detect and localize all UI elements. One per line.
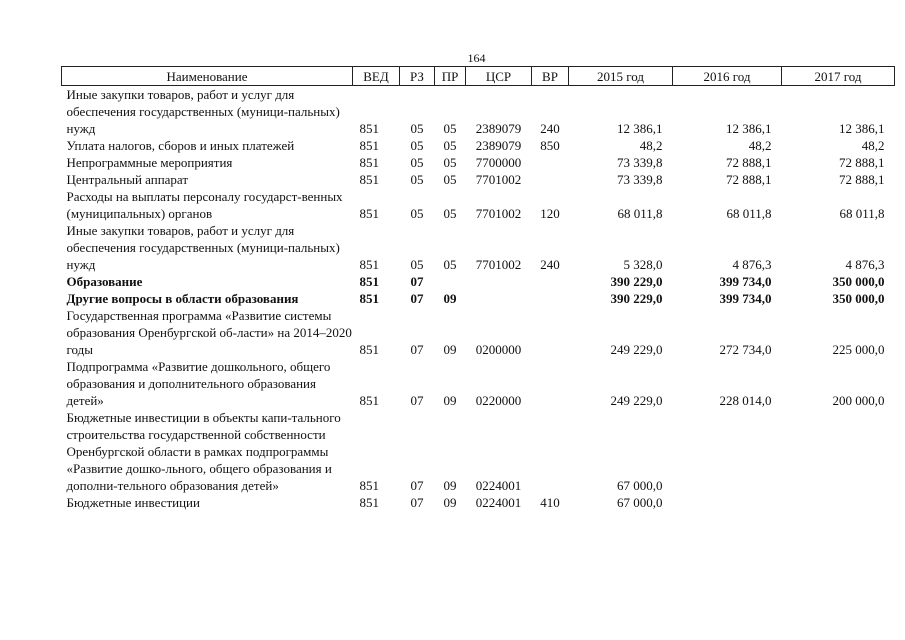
cell-name: Центральный аппарат bbox=[66, 172, 189, 187]
cell-vr: 850 bbox=[540, 138, 560, 153]
cell-name: Иные закупки товаров, работ и услуг для обеспечения государственных (муници-пальных) нужд bbox=[66, 223, 340, 272]
cell-2015: 48,2 bbox=[639, 138, 663, 153]
cell-pr: 09 bbox=[443, 478, 457, 493]
cell-rz: 07 bbox=[410, 478, 424, 493]
cell-pr: 05 bbox=[443, 155, 457, 170]
cell-name: Бюджетные инвестиции bbox=[66, 495, 200, 510]
cell-2016: 228 014,0 bbox=[719, 393, 772, 408]
table-row bbox=[62, 273, 895, 290]
table-row bbox=[62, 307, 895, 358]
table-row bbox=[62, 154, 895, 171]
cell-2017 bbox=[782, 409, 895, 494]
table-row bbox=[62, 188, 895, 222]
cell-csr: 0220000 bbox=[475, 393, 522, 408]
cell-vr bbox=[532, 154, 569, 171]
cell-2015: 67 000,0 bbox=[617, 478, 663, 493]
cell-ved: 851 bbox=[359, 155, 379, 170]
cell-ved: 851 bbox=[359, 478, 379, 493]
cell-2017: 72 888,1 bbox=[839, 172, 885, 187]
header-2015: 2015 год bbox=[569, 67, 673, 86]
cell-csr bbox=[466, 273, 532, 290]
cell-rz: 07 bbox=[410, 342, 424, 357]
cell-ved: 851 bbox=[359, 172, 379, 187]
table-row bbox=[62, 290, 895, 307]
cell-rz: 07 bbox=[410, 495, 424, 510]
cell-csr: 7701002 bbox=[475, 257, 522, 272]
cell-name: Расходы на выплаты персоналу государст-венных (муниципальных) органов bbox=[66, 189, 343, 221]
header-2017: 2017 год bbox=[782, 67, 895, 86]
cell-vr bbox=[532, 273, 569, 290]
cell-rz: 07 bbox=[410, 291, 424, 306]
cell-rz: 05 bbox=[410, 257, 424, 272]
cell-name: Иные закупки товаров, работ и услуг для обеспечения государственных (муници-пальных) нужд bbox=[66, 87, 340, 136]
cell-2016: 72 888,1 bbox=[726, 155, 772, 170]
cell-rz: 05 bbox=[410, 172, 424, 187]
cell-ved: 851 bbox=[359, 393, 379, 408]
cell-ved: 851 bbox=[359, 495, 379, 510]
cell-2016: 48,2 bbox=[748, 138, 772, 153]
cell-rz: 05 bbox=[410, 138, 424, 153]
cell-2017: 72 888,1 bbox=[839, 155, 885, 170]
cell-2016: 272 734,0 bbox=[719, 342, 772, 357]
cell-name: Непрограммные мероприятия bbox=[66, 155, 233, 170]
cell-csr: 7700000 bbox=[475, 155, 522, 170]
table-header bbox=[62, 67, 895, 86]
cell-2016: 399 734,0 bbox=[719, 291, 772, 306]
cell-2017: 48,2 bbox=[861, 138, 885, 153]
cell-vr bbox=[532, 290, 569, 307]
cell-rz: 07 bbox=[410, 274, 424, 289]
cell-2016: 399 734,0 bbox=[719, 274, 772, 289]
cell-2016: 4 876,3 bbox=[732, 257, 772, 272]
page-number: 164 bbox=[467, 51, 486, 65]
cell-2017: 225 000,0 bbox=[832, 342, 885, 357]
header-pr: ПР bbox=[435, 67, 466, 86]
cell-2017: 350 000,0 bbox=[832, 274, 885, 289]
cell-name: Государственная программа «Развитие системы образования Оренбургской об-ласти» на 2014–2020 годы bbox=[66, 308, 352, 357]
table-body bbox=[62, 86, 895, 512]
cell-2017 bbox=[782, 494, 895, 511]
cell-pr bbox=[435, 273, 466, 290]
cell-2016 bbox=[673, 409, 782, 494]
cell-pr: 05 bbox=[443, 121, 457, 136]
cell-name: Образование bbox=[66, 274, 143, 289]
cell-2015: 249 229,0 bbox=[610, 342, 663, 357]
cell-pr: 09 bbox=[443, 495, 457, 510]
cell-ved: 851 bbox=[359, 138, 379, 153]
cell-2017: 12 386,1 bbox=[839, 121, 885, 136]
cell-2015: 12 386,1 bbox=[617, 121, 663, 136]
cell-2015: 5 328,0 bbox=[623, 257, 663, 272]
cell-rz: 05 bbox=[410, 206, 424, 221]
cell-pr: 09 bbox=[443, 291, 457, 306]
header-ved: ВЕД bbox=[353, 67, 400, 86]
cell-vr: 120 bbox=[540, 206, 560, 221]
header-csr: ЦСР bbox=[466, 67, 532, 86]
header-vr: ВР bbox=[532, 67, 569, 86]
cell-2015: 390 229,0 bbox=[610, 274, 663, 289]
cell-2016 bbox=[673, 494, 782, 511]
header-name: Наименование bbox=[62, 67, 353, 86]
cell-ved: 851 bbox=[359, 342, 379, 357]
cell-pr: 05 bbox=[443, 172, 457, 187]
cell-csr: 0224001 bbox=[475, 495, 522, 510]
cell-csr: 2389079 bbox=[475, 121, 522, 136]
table-row bbox=[62, 409, 895, 494]
table-row bbox=[62, 171, 895, 188]
cell-2015: 68 011,8 bbox=[617, 206, 663, 221]
cell-ved: 851 bbox=[359, 291, 379, 306]
cell-rz: 07 bbox=[410, 393, 424, 408]
cell-2015: 249 229,0 bbox=[610, 393, 663, 408]
cell-2017: 68 011,8 bbox=[839, 206, 885, 221]
cell-csr: 0224001 bbox=[475, 478, 522, 493]
cell-2017: 4 876,3 bbox=[845, 257, 885, 272]
cell-ved: 851 bbox=[359, 274, 379, 289]
cell-vr bbox=[532, 307, 569, 358]
cell-ved: 851 bbox=[359, 206, 379, 221]
cell-rz: 05 bbox=[410, 121, 424, 136]
cell-2017: 200 000,0 bbox=[832, 393, 885, 408]
table-row bbox=[62, 86, 895, 138]
cell-pr: 09 bbox=[443, 342, 457, 357]
table-row bbox=[62, 358, 895, 409]
cell-ved: 851 bbox=[359, 257, 379, 272]
cell-pr: 05 bbox=[443, 138, 457, 153]
budget-table bbox=[61, 66, 895, 511]
cell-2016: 68 011,8 bbox=[726, 206, 772, 221]
header-2016: 2016 год bbox=[673, 67, 782, 86]
cell-2015: 73 339,8 bbox=[617, 172, 663, 187]
cell-2015: 67 000,0 bbox=[617, 495, 663, 510]
header-rz: РЗ bbox=[400, 67, 435, 86]
cell-pr: 09 bbox=[443, 393, 457, 408]
cell-name: Бюджетные инвестиции в объекты капи-тального строительства государственной собственности Оренбургской области в рамках подпрограммы «Развитие дошко-льного, общего образования и дополни-тельного образования детей» bbox=[66, 410, 341, 493]
cell-csr: 0200000 bbox=[475, 342, 522, 357]
table-row bbox=[62, 222, 895, 273]
cell-csr: 7701002 bbox=[475, 172, 522, 187]
cell-2016: 72 888,1 bbox=[726, 172, 772, 187]
cell-2015: 73 339,8 bbox=[617, 155, 663, 170]
cell-csr: 2389079 bbox=[475, 138, 522, 153]
cell-vr: 410 bbox=[540, 495, 560, 510]
cell-name: Другие вопросы в области образования bbox=[66, 291, 299, 306]
cell-2017: 350 000,0 bbox=[832, 291, 885, 306]
table-row bbox=[62, 137, 895, 154]
cell-vr bbox=[532, 171, 569, 188]
cell-ved: 851 bbox=[359, 121, 379, 136]
cell-pr: 05 bbox=[443, 257, 457, 272]
cell-csr: 7701002 bbox=[475, 206, 522, 221]
table-row bbox=[62, 494, 895, 511]
cell-vr: 240 bbox=[540, 121, 560, 136]
cell-2016: 12 386,1 bbox=[726, 121, 772, 136]
cell-rz: 05 bbox=[410, 155, 424, 170]
cell-vr bbox=[532, 358, 569, 409]
cell-name: Подпрограмма «Развитие дошкольного, общего образования и дополнительного образования детей» bbox=[66, 359, 331, 408]
cell-vr bbox=[532, 409, 569, 494]
cell-vr: 240 bbox=[540, 257, 560, 272]
cell-name: Уплата налогов, сборов и иных платежей bbox=[66, 138, 295, 153]
cell-csr bbox=[466, 290, 532, 307]
cell-pr: 05 bbox=[443, 206, 457, 221]
cell-2015: 390 229,0 bbox=[610, 291, 663, 306]
